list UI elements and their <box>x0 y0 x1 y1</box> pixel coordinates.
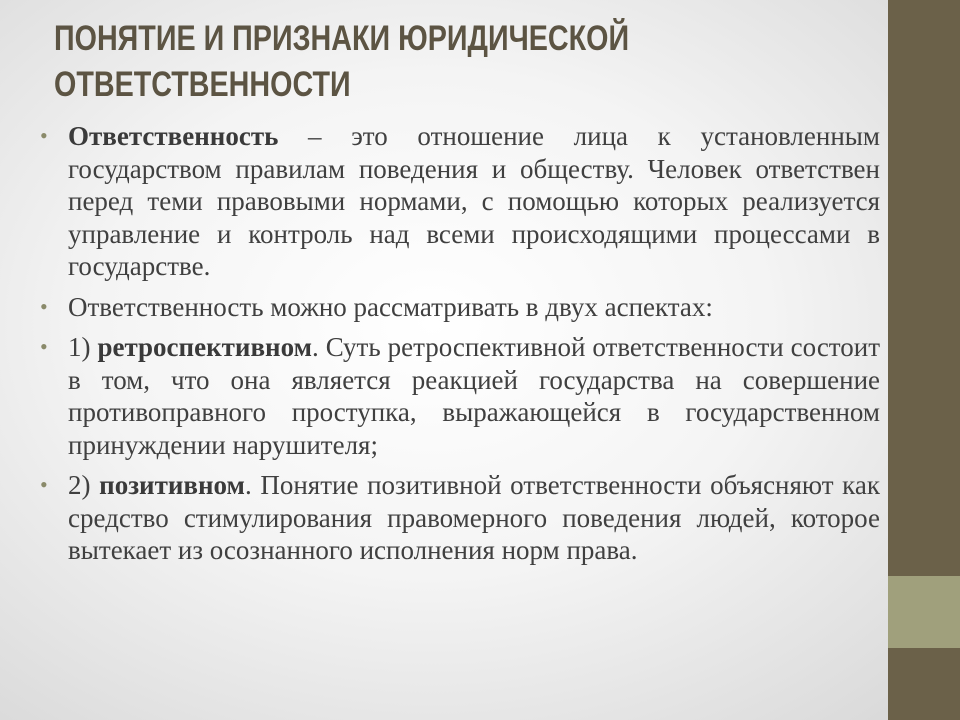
bullet-text: . Понятие позитивной ответственности объясняют как средство стимулирования правомерного поведения людей, которое вытекает из осознанного исполнения норм права. <box>68 470 880 565</box>
bullet-prefix: 1) <box>68 332 98 362</box>
bullet-icon: • <box>40 472 48 497</box>
sidebar-accent-block <box>888 576 960 648</box>
bullet-list <box>40 120 880 575</box>
bullet-icon: • <box>40 123 48 148</box>
bullet-icon: • <box>40 293 48 319</box>
bullet-term: позитивном <box>99 470 245 500</box>
bullet-text: – это отношение лица к установленным государством правилам поведения и обществу. Человек ответствен перед теми правовыми нормами, с помощью которых реализуется управление и контроль над всеми происходящими процессами в государстве. <box>68 121 880 281</box>
bullet-term: Ответственность <box>68 121 279 151</box>
bullet-icon: • <box>40 334 48 359</box>
bullet-term: ретроспективном <box>97 332 312 362</box>
bullet-text: Ответственность можно рассматривать в двух аспектах: <box>68 291 713 322</box>
bullet-item-aspects <box>40 291 880 324</box>
bullet-item-positive <box>40 469 880 567</box>
slide-title <box>54 16 726 108</box>
title-line-2: ОТВЕТСТВЕННОСТИ <box>54 65 351 104</box>
bullet-item-definition <box>40 120 880 283</box>
bullet-prefix: 2) <box>68 470 100 500</box>
bullet-text: . Суть ретроспективной ответственности состоит в том, что она является реакцией государства на совершение противоправного проступка, выражающейся в государственном принуждении нарушителя; <box>68 332 880 460</box>
title-line-1: ПОНЯТИЕ И ПРИЗНАКИ ЮРИДИЧЕСКОЙ <box>54 19 630 58</box>
bullet-item-retrospective <box>40 331 880 461</box>
